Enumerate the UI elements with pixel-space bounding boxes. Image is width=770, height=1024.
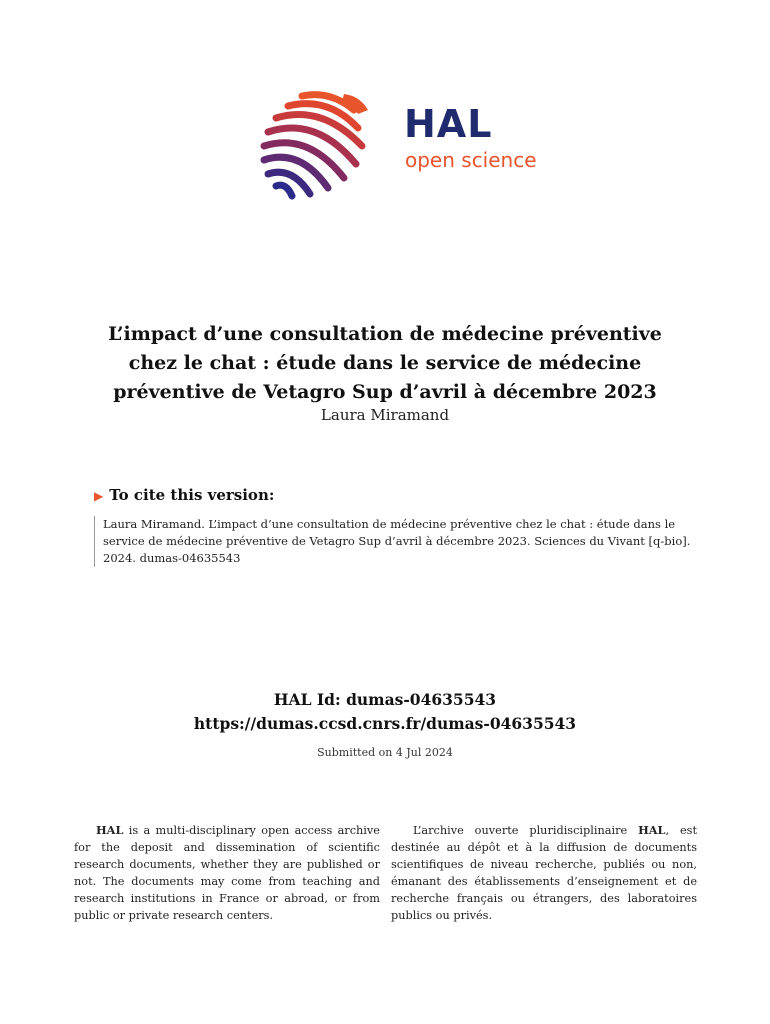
hal-logo	[258, 88, 558, 200]
document-author: Laura Miramand	[320, 406, 450, 424]
hal-url-link[interactable]: https://dumas.ccsd.cnrs.fr/dumas-04635543	[193, 714, 577, 733]
cite-heading	[94, 486, 274, 504]
title-line: L’impact d’une consultation de médecine préventive	[108, 323, 662, 345]
citation-line: Laura Miramand. L’impact d’une consultation de médecine préventive chez le chat : étude dans le	[103, 517, 676, 531]
open-science-tagline: open science	[405, 148, 537, 172]
triangle-right-icon: ▶	[94, 489, 104, 503]
disclaimer-french	[391, 822, 697, 924]
disclaimer-fr-pre: L’archive ouverte pluridisciplinaire	[413, 824, 639, 837]
disclaimer-fr-text: , est destinée au dépôt et à la diffusion de documents scientifiques de niveau recherche, publiés ou non, émanant des établissements d’enseignement et de recherche français ou étrangers, des laboratoires publics ou privés.	[391, 824, 697, 922]
hal-id: HAL Id: dumas-04635543	[273, 690, 497, 709]
disclaimer-english	[74, 822, 380, 924]
cite-heading-text: To cite this version:	[109, 486, 275, 504]
citation-line: service de médecine préventive de Vetagro Sup d’avril à décembre 2023. Sciences du Vivant [q-bio].	[103, 534, 691, 548]
citation-text	[94, 516, 726, 567]
hal-bold: HAL	[96, 823, 124, 837]
submission-date: Submitted on 4 Jul 2024	[317, 746, 453, 759]
hal-logo-mark-icon	[258, 88, 388, 200]
citation-line: 2024. dumas-04635543	[103, 551, 241, 565]
document-title	[60, 320, 710, 407]
hal-identifier	[60, 688, 710, 736]
hal-bold: HAL	[638, 823, 666, 837]
title-line: préventive de Vetagro Sup d’avril à décembre 2023	[113, 381, 657, 403]
hal-wordmark: HAL	[404, 102, 493, 146]
title-line: chez le chat : étude dans le service de médecine	[128, 352, 642, 374]
disclaimer-en-text: is a multi-disciplinary open access archive for the deposit and dissemination of scientific research documents, whether they are published or not. The documents may come from teaching and research institutions in France or abroad, or from public or private research centers.	[74, 824, 380, 922]
